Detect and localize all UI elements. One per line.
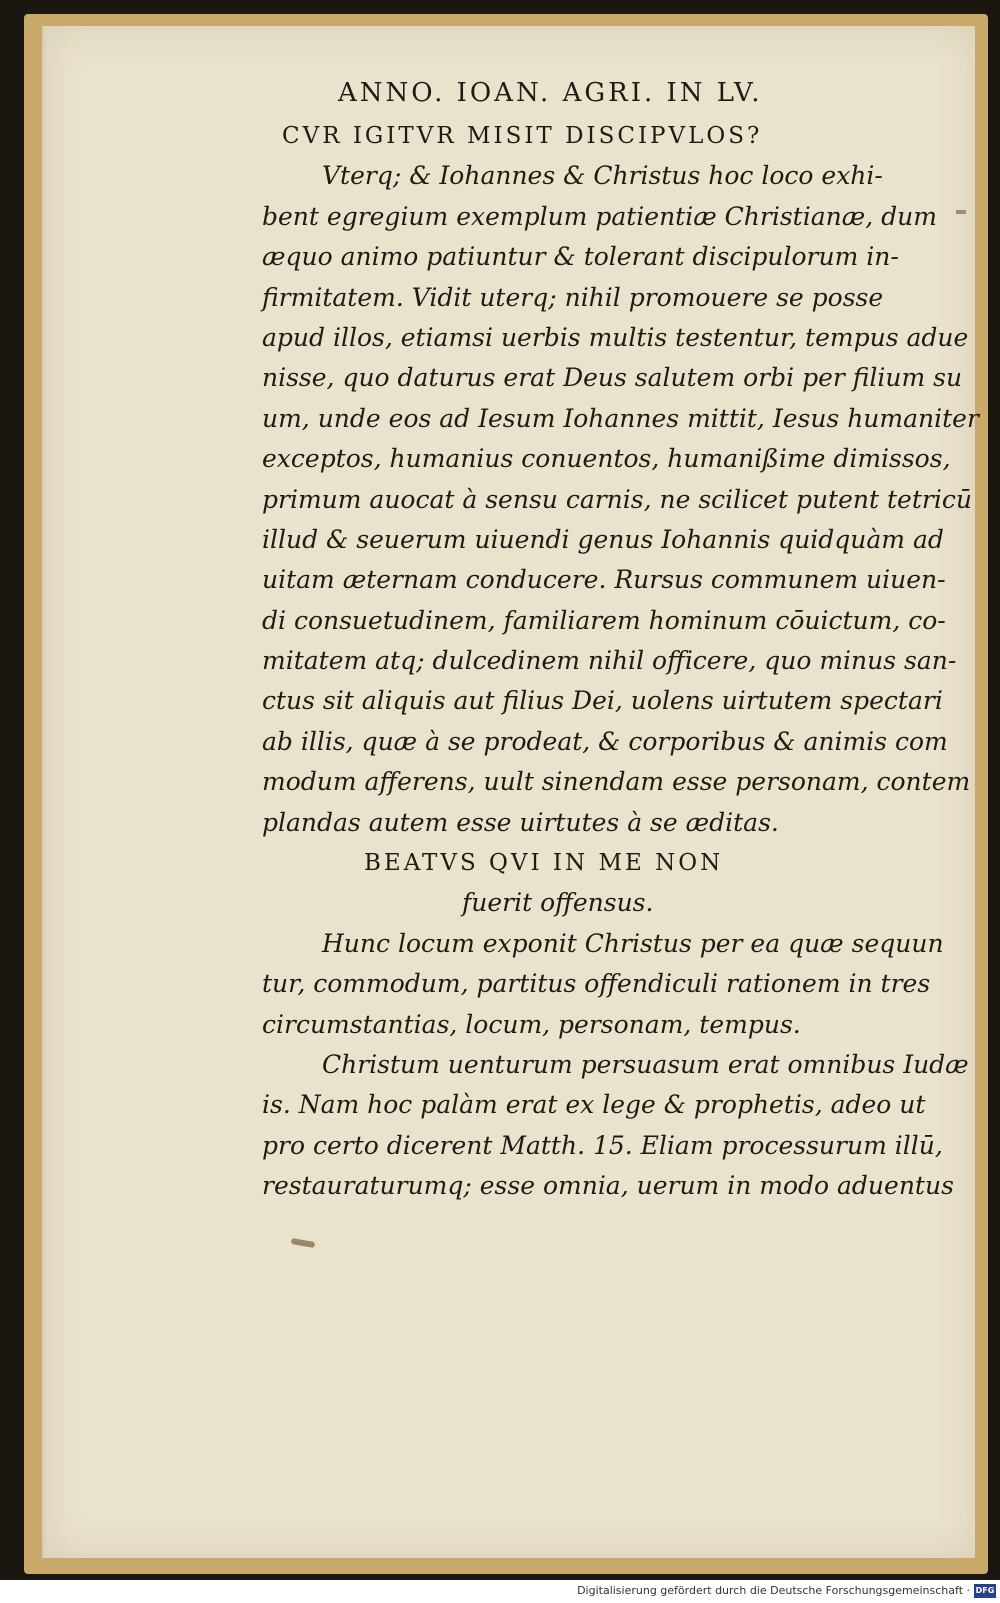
section-heading-continuation: fuerit offensus. bbox=[462, 888, 654, 918]
text-line: pro certo dicerent Matth. 15. Eliam processurum illū, bbox=[262, 1130, 943, 1160]
text-line: illud & seuerum uiuendi genus Iohannis quidquàm ad bbox=[262, 524, 944, 554]
text-line: modum afferens, uult sinendam esse personam, contem bbox=[262, 767, 971, 797]
text-line: tur, commodum, partitus offendiculi rationem in tres bbox=[262, 969, 931, 999]
text-line: um, unde eos ad Iesum Iohannes mittit, Iesus humaniter bbox=[262, 403, 979, 433]
text-line: circumstantias, locum, personam, tempus. bbox=[262, 1009, 801, 1039]
section-heading: CVR IGITVR MISIT DISCIPVLOS? bbox=[282, 123, 763, 149]
text-line: restauraturumq; esse omnia, uerum in modo aduentus bbox=[262, 1171, 954, 1201]
text-line: plandas autem esse uirtutes à se æditas. bbox=[262, 807, 779, 837]
running-head: ANNO. IOAN. AGRI. IN LV. bbox=[338, 78, 763, 108]
text-line: nisse, quo daturus erat Deus salutem orbi per filium su bbox=[262, 363, 963, 393]
text-line: primum auocat à sensu carnis, ne scilicet putent tetricū bbox=[262, 484, 972, 514]
text-line: uitam æternam conducere. Rursus communem uiuen- bbox=[262, 565, 946, 595]
footer-credit: Digitalisierung gefördert durch die Deutsche Forschungsgemeinschaft · bbox=[577, 1584, 970, 1597]
text-line: firmitatem. Vidit uterq; nihil promouere se posse bbox=[262, 282, 884, 312]
text-line: is. Nam hoc palàm erat ex lege & prophetis, adeo ut bbox=[262, 1090, 926, 1120]
margin-mark bbox=[956, 210, 966, 214]
text-line: di consuetudinem, familiarem hominum cōuictum, co- bbox=[262, 605, 946, 635]
text-line: ab illis, quæ à se prodeat, & corporibus & animis com bbox=[262, 726, 948, 756]
text-block bbox=[262, 116, 979, 1207]
text-line: ctus sit aliquis aut filius Dei, uolens uirtutem spectari bbox=[262, 686, 943, 716]
text-line: exceptos, humanius conuentos, humanißime dimissos, bbox=[262, 444, 951, 474]
section-heading: BEATVS QVI IN ME NON bbox=[364, 850, 724, 877]
dfg-logo: DFG bbox=[974, 1584, 996, 1598]
text-line: æquo animo patiuntur & tolerant discipulorum in- bbox=[262, 242, 899, 272]
text-line: Hunc locum exponit Christus per ea quæ sequun bbox=[322, 928, 944, 958]
text-line: Christum uenturum persuasum erat omnibus Iudæ bbox=[322, 1049, 969, 1079]
text-line: mitatem atq; dulcedinem nihil officere, quo minus san- bbox=[262, 646, 957, 676]
text-line: bent egregium exemplum patientiæ Christianæ, dum bbox=[262, 201, 937, 231]
text-line: apud illos, etiamsi uerbis multis testentur, tempus adue bbox=[262, 322, 969, 352]
text-line: Vterq; & Iohannes & Christus hoc loco exhi- bbox=[322, 161, 883, 191]
